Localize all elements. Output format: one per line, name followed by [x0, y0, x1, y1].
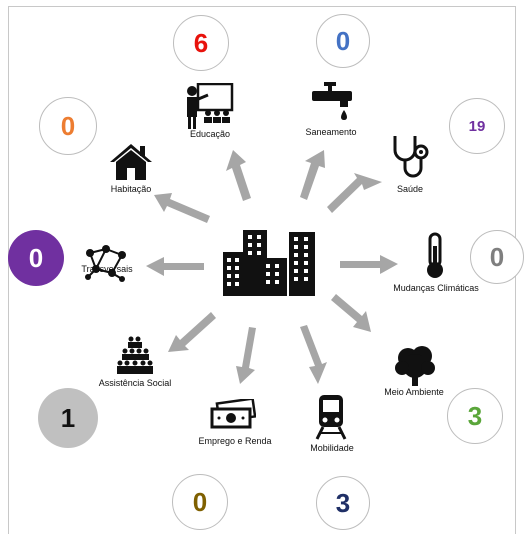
house-icon	[108, 142, 154, 182]
tree-icon	[394, 344, 436, 386]
arrow-emprego	[236, 327, 256, 384]
label-transversais: Transversais	[81, 264, 133, 274]
count-badge-habitacao: 0	[39, 97, 97, 155]
arrow-transversais	[146, 257, 204, 276]
arrow-mobilidade	[300, 325, 327, 384]
water-tap-icon	[310, 80, 354, 122]
label-mudancas: Mudanças Climáticas	[393, 283, 479, 293]
arrow-habitacion	[154, 193, 210, 223]
arrow-assistencia	[168, 312, 216, 352]
money-bills-icon	[210, 399, 256, 429]
arrow-mudancas	[340, 255, 398, 274]
label-assistencia: Assistência Social	[98, 378, 172, 388]
count-badge-mobilidade: 3	[316, 476, 370, 530]
label-educacao: Educação	[189, 129, 231, 139]
label-meio-ambiente: Meio Ambiente	[384, 387, 444, 397]
thermometer-icon	[424, 232, 446, 280]
label-mobilidade: Mobilidade	[310, 443, 354, 453]
count-badge-saude: 19	[449, 98, 505, 154]
count-badge-educacao: 6	[173, 15, 229, 71]
count-badge-transversais: 0	[8, 230, 64, 286]
stethoscope-icon	[389, 134, 433, 182]
count-badge-saneamento: 0	[316, 14, 370, 68]
crowd-people-icon	[116, 336, 154, 376]
count-badge-meio-ambiente: 3	[447, 388, 503, 444]
arrow-meio-ambiente	[331, 294, 371, 332]
label-habitacao: Habitação	[110, 184, 152, 194]
count-badge-emprego: 0	[172, 474, 228, 530]
label-saude: Saúde	[396, 184, 424, 194]
label-saneamento: Saneamento	[305, 127, 357, 137]
label-emprego: Emprego e Renda	[198, 436, 272, 446]
arrow-educacao	[226, 150, 251, 201]
count-badge-mudancas: 0	[470, 230, 524, 284]
city-buildings-icon	[221, 224, 319, 296]
train-icon	[315, 393, 347, 441]
teacher-board-icon	[184, 83, 234, 129]
count-badge-assistencia: 1	[38, 388, 98, 448]
arrow-saneamento	[300, 150, 325, 200]
